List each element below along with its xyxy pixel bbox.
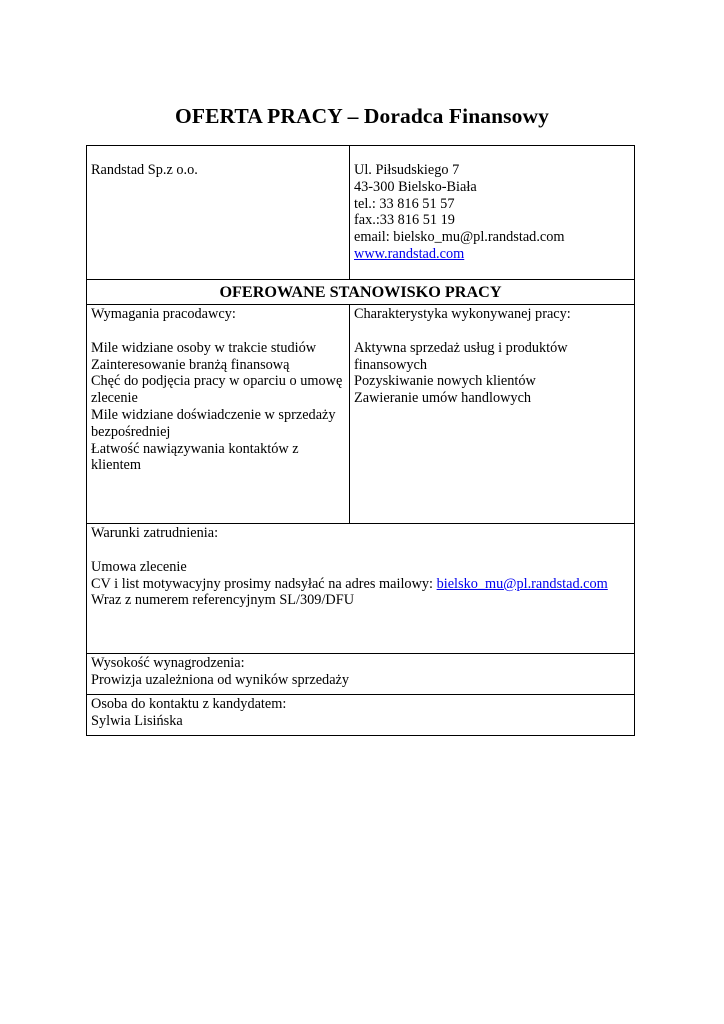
company-row	[87, 146, 635, 280]
conditions-row	[87, 524, 635, 654]
cv-instruction: CV i list motywacyjny prosimy nadsyłać na adres mailowy:	[91, 575, 437, 592]
job-description-cell	[350, 305, 635, 524]
section-title-row	[87, 280, 635, 305]
requirement-item: Chęć do podjęcia pracy w oparciu o umowę zlecenie	[91, 373, 343, 407]
contact-heading: Osoba do kontaktu z kandydatem:	[91, 696, 287, 712]
contact-name: Sylwia Lisińska	[91, 712, 183, 729]
conditions-heading: Warunki zatrudnienia:	[91, 525, 219, 541]
salary-row	[87, 654, 635, 695]
conditions-cell	[87, 524, 635, 654]
contact-row	[87, 695, 635, 736]
requirement-item: Łatwość nawiązywania kontaktów z klientem	[91, 440, 299, 474]
requirement-item: Zainteresowanie branżą finansową	[91, 356, 290, 373]
company-name: Randstad Sp.z o.o.	[91, 162, 198, 178]
company-contact-cell	[350, 146, 635, 280]
salary-value: Prowizja uzależniona od wyników sprzedaży	[91, 671, 350, 688]
company-address-line1: Ul. Piłsudskiego 7	[354, 162, 460, 178]
requirements-heading: Wymagania pracodawcy:	[91, 306, 236, 322]
requirement-item: Mile widziane osoby w trakcie studiów	[91, 339, 317, 356]
job-description-item: Pozyskiwanie nowych klientów	[354, 373, 536, 390]
requirements-cell	[87, 305, 350, 524]
reference-number: Wraz z numerem referencyjnym SL/309/DFU	[91, 592, 355, 609]
requirements-row	[87, 305, 635, 524]
page-title: OFERTA PRACY – Doradca Finansowy	[175, 104, 549, 128]
salary-cell	[87, 654, 635, 695]
company-name-cell	[87, 146, 350, 280]
contract-type: Umowa zlecenie	[91, 558, 187, 575]
company-website-link[interactable]: www.randstad.com	[354, 245, 465, 262]
cv-email-link[interactable]: bielsko_mu@pl.randstad.com	[436, 575, 608, 592]
job-description-item: Aktywna sprzedaż usług i produktów finansowych	[354, 339, 568, 373]
job-offer-table	[86, 145, 635, 736]
salary-heading: Wysokość wynagrodzenia:	[91, 655, 245, 671]
job-description-heading: Charakterystyka wykonywanej pracy:	[354, 306, 571, 322]
section-title: OFEROWANE STANOWISKO PRACY	[87, 280, 635, 305]
company-email: email: bielsko_mu@pl.randstad.com	[354, 229, 565, 246]
company-phone: tel.: 33 816 51 57	[354, 195, 455, 212]
requirement-item: Mile widziane doświadczenie w sprzedaży bezpośredniej	[91, 406, 336, 440]
company-fax: fax.:33 816 51 19	[354, 212, 455, 229]
company-address-line2: 43-300 Bielsko-Biała	[354, 178, 477, 195]
contact-cell	[87, 695, 635, 736]
job-description-item: Zawieranie umów handlowych	[354, 390, 532, 407]
